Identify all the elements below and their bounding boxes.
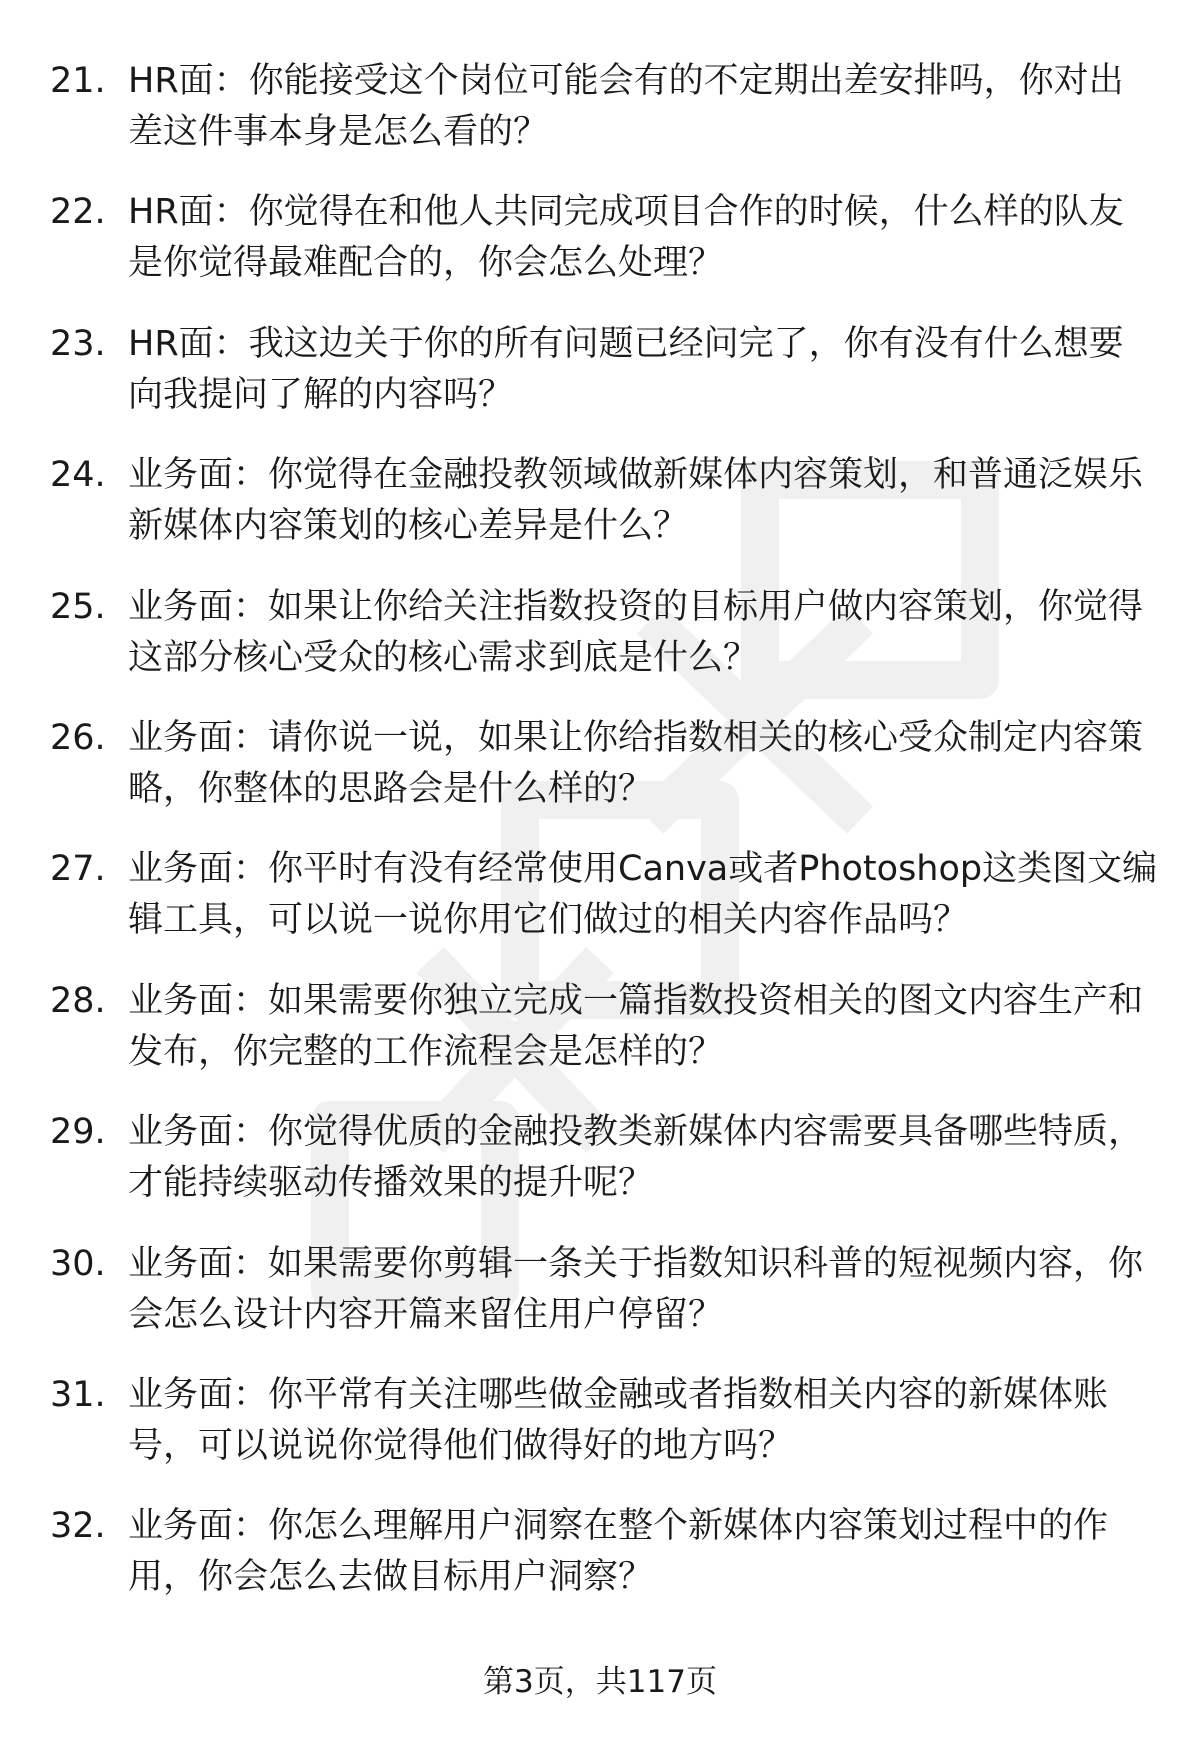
question-item <box>0 1370 1200 1501</box>
question-number: 24. <box>50 455 106 496</box>
question-item <box>0 450 1200 581</box>
question-text: 业务面：你平时有没有经常使用Canva或者Photoshop这类图文编辑工具，可以说一说你用它们做过的相关内容作品吗？ <box>128 849 1158 941</box>
question-text: 业务面：如果让你给关注指数投资的目标用户做内容策划，你觉得这部分核心受众的核心需求到底是什么？ <box>128 586 1144 678</box>
question-number: 31. <box>50 1374 106 1415</box>
question-number: 26. <box>50 717 106 758</box>
question-item <box>0 844 1200 975</box>
question-number: 25. <box>50 586 106 627</box>
question-item <box>0 582 1200 713</box>
question-item <box>0 976 1200 1107</box>
question-text: 业务面：如果需要你剪辑一条关于指数知识科普的短视频内容，你会怎么设计内容开篇来留住用户停留？ <box>128 1243 1144 1335</box>
question-number: 23. <box>50 323 106 364</box>
question-number: 29. <box>50 1112 106 1153</box>
question-item <box>0 56 1200 187</box>
question-number: 30. <box>50 1243 106 1284</box>
question-text: 业务面：你平常有关注哪些做金融或者指数相关内容的新媒体账号，可以说说你觉得他们做得好的地方吗？ <box>128 1374 1109 1466</box>
question-text: 业务面：你觉得在金融投教领域做新媒体内容策划，和普通泛娱乐新媒体内容策划的核心差异是什么？ <box>128 455 1144 547</box>
question-item <box>0 319 1200 450</box>
question-item <box>0 187 1200 318</box>
question-text: HR面：我这边关于你的所有问题已经问完了，你有没有什么想要向我提问了解的内容吗？ <box>128 323 1124 415</box>
question-text: HR面：你觉得在和他人共同完成项目合作的时候，什么样的队友是你觉得最难配合的，你会怎么处理？ <box>128 192 1124 284</box>
question-number: 28. <box>50 980 106 1021</box>
question-item <box>0 1107 1200 1238</box>
question-text: 业务面：你怎么理解用户洞察在整个新媒体内容策划过程中的作用，你会怎么去做目标用户洞察？ <box>128 1506 1109 1598</box>
question-text: 业务面：你觉得优质的金融投教类新媒体内容需要具备哪些特质，才能持续驱动传播效果的提升呢？ <box>128 1112 1144 1204</box>
question-number: 32. <box>50 1506 106 1547</box>
question-text: 业务面：如果需要你独立完成一篇指数投资相关的图文内容生产和发布，你完整的工作流程会是怎样的？ <box>128 980 1144 1072</box>
question-number: 21. <box>50 61 106 101</box>
question-text: HR面：你能接受这个岗位可能会有的不定期出差安排吗，你对出差这件事本身是怎么看的？ <box>128 61 1124 152</box>
question-list <box>0 56 1200 1633</box>
question-item <box>0 1501 1200 1632</box>
page-number-footer: 第3页，共117页 <box>483 1664 717 1700</box>
question-item <box>0 713 1200 844</box>
question-item <box>0 1239 1200 1370</box>
question-number: 22. <box>50 192 106 233</box>
question-text: 业务面：请你说一说，如果让你给指数相关的核心受众制定内容策略，你整体的思路会是什么样的？ <box>128 717 1144 809</box>
question-number: 27. <box>50 849 106 890</box>
